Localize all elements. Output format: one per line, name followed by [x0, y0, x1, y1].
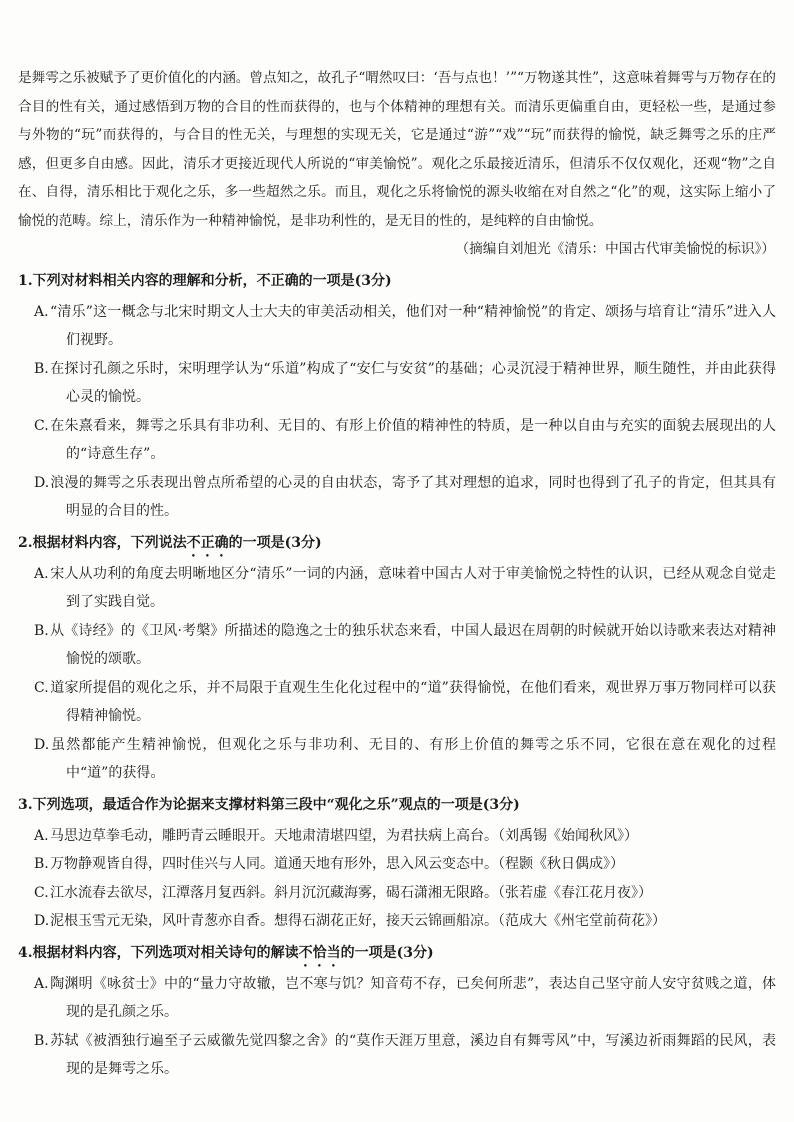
option-d: [18, 907, 776, 936]
option-label: C.: [34, 679, 49, 696]
stem-text-after: 的一项是(3分): [228, 534, 322, 551]
option-label: C.: [34, 417, 49, 434]
stem-text: 下列选项，最适合作为论据来支撑材料第三段中“观化之乐”观点的一项是(3分): [32, 796, 520, 813]
option-c: [18, 879, 776, 908]
question-number: 3.: [18, 796, 33, 813]
question-number: 1.: [18, 272, 33, 289]
question-number: 2.: [18, 534, 33, 551]
option-text: 从《诗经》的《卫风·考槃》所描述的隐逸之士的独乐状态来看，中国人最迟在周朝的时候就开始以诗歌来表达对精神愉悦的颂歌。: [50, 622, 776, 667]
option-text: 苏轼《被酒独行遍至子云威徽先觉四黎之舍》的“莫作天涯万里意，溪边自有舞雩风”中，写溪边祈雨舞蹈的民风，表现的是舞雩之乐。: [50, 1032, 776, 1077]
stem-emphasis: 不正确: [186, 534, 229, 551]
option-text: 在探讨孔颜之乐时，宋明理学认为“乐道”构成了“安仁与安贫”的基础；心灵沉浸于精神世界，顺生随性，并由此获得心灵的愉悦。: [50, 360, 776, 405]
option-label: B.: [34, 1032, 49, 1049]
question-1: [18, 267, 776, 526]
stem-text-after: 的一项是(3分): [340, 944, 434, 961]
stem-emphasis: 不恰当: [298, 944, 341, 961]
option-label: D.: [34, 474, 50, 491]
question-stem: [18, 529, 776, 560]
option-c: [18, 674, 776, 731]
passage-source: （摘编自刘旭光《清乐：中国古代审美愉悦的标识》）: [455, 241, 775, 257]
passage-paragraph: 是舞雩之乐被赋予了更价值化的内涵。曾点知之，故孔子“喟然叹曰：‘吾与点也！’”“万物遂其性”，这意味着舞雩与万物存在的合目的性有关，通过感悟到万物的合目的性而获得的，也与个体精神的理想有关。而清乐更偏重自由，更轻松一些，是通过参与外物的“玩”而获得的，与合目的性无关，与理想的实现无关，它是通过“游”“戏”“玩”而获得的愉悦，缺乏舞雩之乐的庄严感，但更多自由感。因此，清乐才更接近现代人所说的“审美愉悦”。观化之乐最接近清乐，但清乐不仅仅观化，还观“物”之自在、自得，清乐相比于观化之乐，多一些超然之乐。而且，观化之乐将愉悦的源头收缩在对自然之“化”的观，这实际上缩小了愉悦的范畴。综上，清乐作为一种精神愉悦，是非功利性的，是无目的性的，是纯粹的自由愉悦。: [18, 70, 776, 229]
option-text: 泥根玉雪元无染，风叶青葱亦自香。想得石湖花正好，接天云锦画船凉。（范成大《州宅堂前荷花》）: [50, 913, 666, 929]
option-text: 虽然都能产生精神愉悦，但观化之乐与非功利、无目的、有形上价值的舞雩之乐不同，它很在意在观化的过程中“道”的获得。: [50, 736, 776, 781]
option-text: 在朱熹看来，舞雩之乐具有非功利、无目的、有形上价值的精神性的特质，是一种以自由与充实的面貌去展现出的人的“诗意生存”。: [50, 417, 776, 462]
option-text: 万物静观皆自得，四时佳兴与人同。道通天地有形外，思入风云变态中。（程颢《秋日偶成》）: [50, 856, 624, 872]
option-label: C.: [34, 884, 49, 901]
question-stem: [18, 267, 776, 298]
option-label: B.: [34, 622, 49, 639]
option-text: 马思边草拳毛动，雕眄青云睡眼开。天地肃清堪四望，为君扶病上高台。（刘禹锡《始闻秋风》）: [50, 827, 638, 844]
option-a: [18, 822, 776, 851]
option-text: 道家所提倡的观化之乐，并不局限于直观生生化化过程中的“道”获得愉悦，在他们看来，观世界万事万物同样可以获得精神愉悦。: [50, 679, 776, 724]
stem-text: 根据材料内容，下列选项对相关诗句的解读: [32, 944, 299, 961]
option-a: [18, 298, 776, 355]
option-d: [18, 469, 776, 526]
option-d: [18, 731, 776, 788]
option-b: [18, 1027, 776, 1084]
stem-text: 根据材料内容，下列说法: [32, 534, 187, 551]
option-text: 陶渊明《咏贫士》中的“量力守故辙，岂不寒与饥？知音苟不存，已矣何所悲”，表达自己坚守前人安守贫贱之道，体现的是孔颜之乐。: [50, 975, 776, 1020]
option-label: B.: [34, 360, 49, 377]
option-text: “清乐”这一概念与北宋时期文人士大夫的审美活动相关，他们对一种“精神愉悦”的肯定、颂扬与培育让“清乐”进入人们视野。: [50, 303, 776, 348]
option-a: [18, 560, 776, 617]
option-b: [18, 850, 776, 879]
option-c: [18, 412, 776, 469]
option-label: A.: [34, 975, 49, 992]
question-2: [18, 529, 776, 788]
stem-text: 下列对材料相关内容的理解和分析，不正确的一项是(3分): [32, 272, 392, 289]
option-text: 浪漫的舞雩之乐表现出曾点所希望的心灵的自由状态，寄予了其对理想的追求，同时也得到了孔子的肯定，但其具有明显的合目的性。: [50, 474, 776, 519]
option-text: 宋人从功利的角度去明晰地区分“清乐”一词的内涵，意味着中国古人对于审美愉悦之特性的认识，已经从观念自觉走到了实践自觉。: [50, 565, 776, 610]
question-number: 4.: [18, 944, 33, 961]
option-text: 江水流春去欲尽，江潭落月复西斜。斜月沉沉藏海雾，碣石潇湘无限路。（张若虚《春江花月夜》）: [50, 884, 652, 901]
option-label: B.: [34, 856, 49, 872]
option-label: A.: [34, 303, 49, 320]
option-b: [18, 355, 776, 412]
option-label: D.: [34, 736, 50, 753]
option-b: [18, 617, 776, 674]
option-label: A.: [34, 565, 49, 582]
question-stem: [18, 791, 776, 822]
question-3: [18, 791, 776, 936]
question-4: [18, 939, 776, 1084]
question-stem: [18, 939, 776, 970]
option-label: A.: [34, 827, 49, 844]
option-label: D.: [34, 913, 50, 929]
option-a: [18, 970, 776, 1027]
